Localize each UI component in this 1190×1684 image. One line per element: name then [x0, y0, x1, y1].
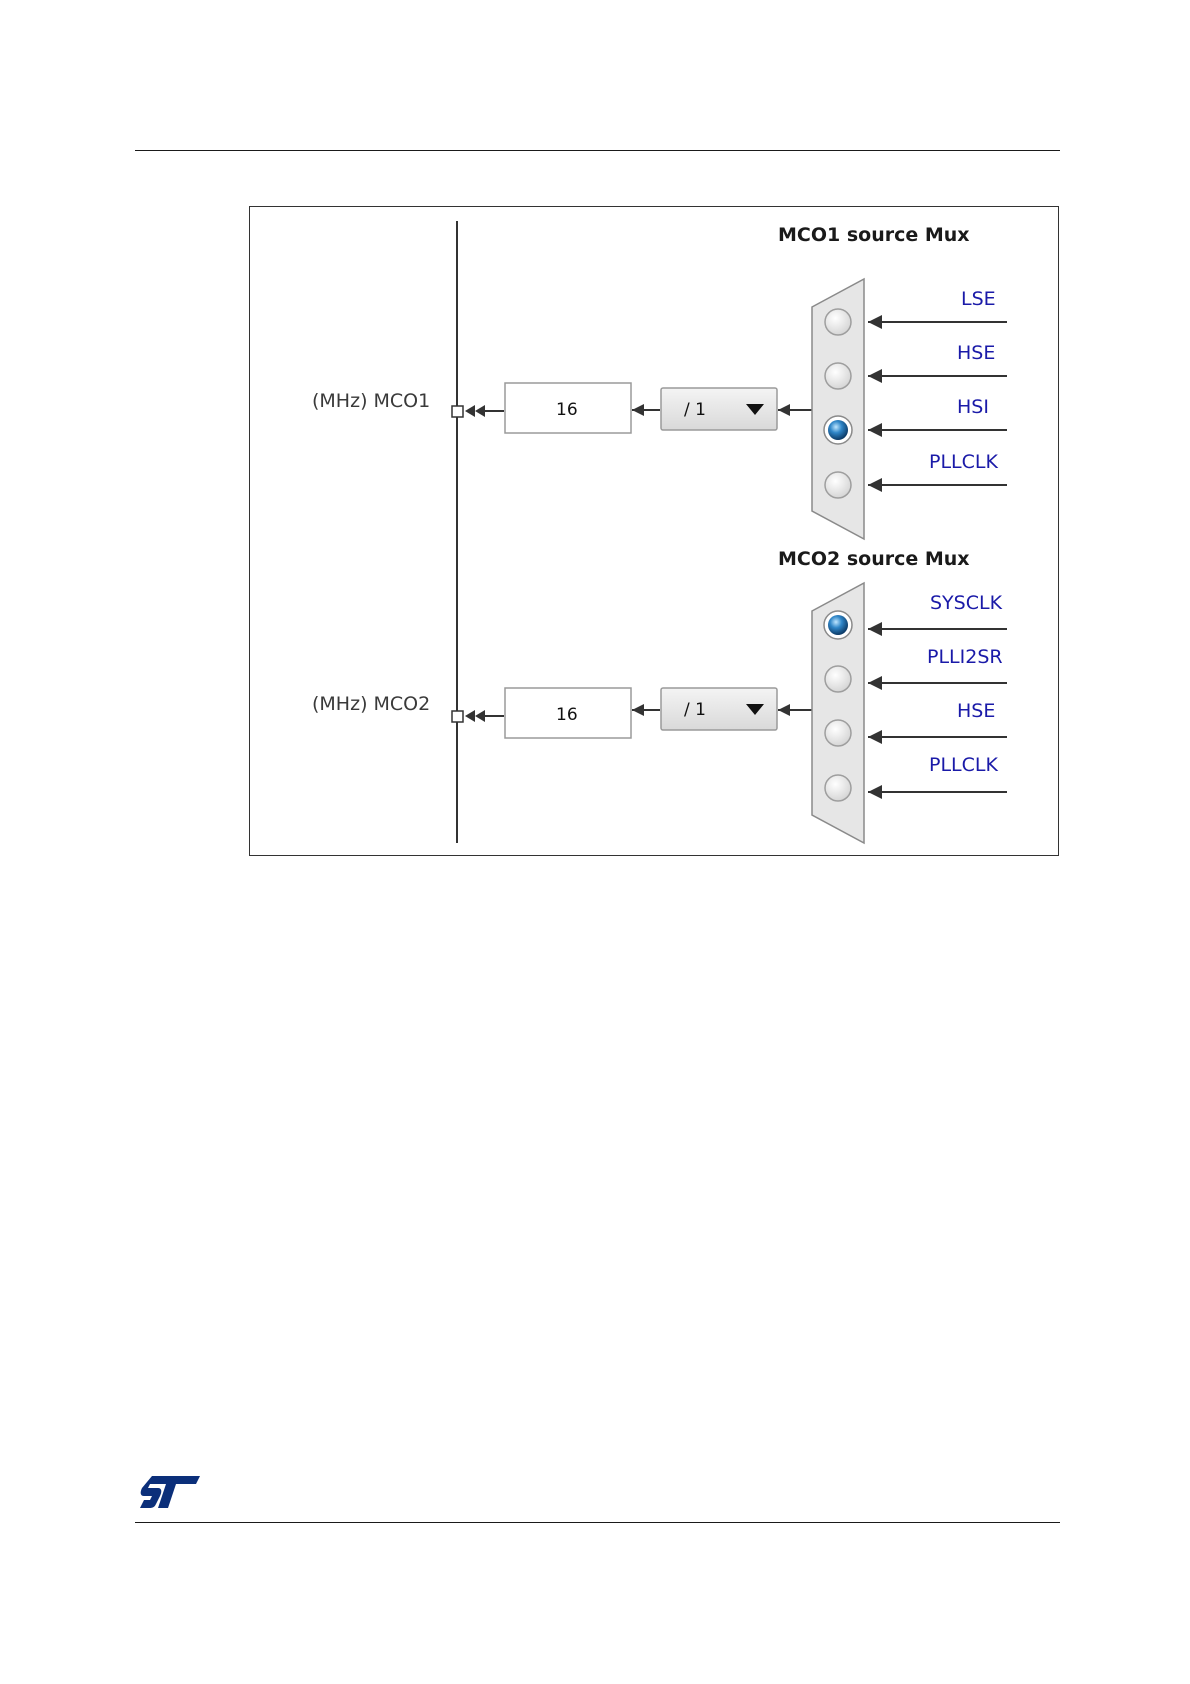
st-logo-icon	[140, 1474, 202, 1510]
mco2-frequency-value: 16	[556, 705, 578, 725]
header-rule	[135, 150, 1060, 151]
mco1-prescaler-value: / 1	[684, 400, 706, 420]
mco1-source-hsi: HSI	[957, 396, 989, 418]
mco1-arrow-icon-2	[778, 404, 812, 416]
mco1-radio-lse[interactable]	[825, 309, 851, 335]
mco2-double-arrow-icon	[465, 710, 504, 722]
mco2-output-label: (MHz) MCO2	[312, 693, 431, 715]
mco2-group	[312, 548, 1007, 843]
mco1-mux-title: MCO1 source Mux	[778, 224, 970, 246]
mco2-radio-pllclk[interactable]	[825, 775, 851, 801]
mco2-arrow-icon	[632, 704, 660, 716]
mco1-radio-hsi[interactable]	[824, 416, 852, 444]
mco2-prescaler-select[interactable]	[661, 688, 777, 730]
mco1-radio-hse[interactable]	[825, 363, 851, 389]
mco1-double-arrow-icon	[465, 405, 504, 417]
mco1-prescaler-select[interactable]	[661, 388, 777, 430]
mco1-output-label: (MHz) MCO1	[312, 390, 431, 412]
mco-clock-figure	[249, 206, 1059, 856]
mco1-source-lse: LSE	[961, 288, 996, 310]
mco2-arrow-icon-2	[778, 704, 812, 716]
footer-rule	[135, 1522, 1060, 1523]
mco2-source-plli2sr: PLLI2SR	[927, 646, 1003, 668]
mco1-source-pllclk: PLLCLK	[929, 451, 998, 473]
mco2-mux-title: MCO2 source Mux	[778, 548, 970, 570]
mco2-source-sysclk: SYSCLK	[930, 592, 1003, 614]
mco1-arrow-icon	[632, 404, 660, 416]
mco2-prescaler-value: / 1	[684, 700, 706, 720]
mco2-radio-plli2sr[interactable]	[825, 666, 851, 692]
mco1-source-hse: HSE	[957, 342, 996, 364]
mco1-output-pin	[452, 406, 463, 417]
mco2-output-pin	[452, 711, 463, 722]
mco2-radio-hse[interactable]	[825, 720, 851, 746]
mco1-group	[312, 224, 1007, 539]
mco2-source-pllclk: PLLCLK	[929, 754, 998, 776]
mco2-source-hse: HSE	[957, 700, 996, 722]
mco2-radio-sysclk[interactable]	[824, 611, 852, 639]
mco-diagram	[250, 207, 1060, 857]
mco1-radio-pllclk[interactable]	[825, 472, 851, 498]
mco1-frequency-value: 16	[556, 400, 578, 420]
